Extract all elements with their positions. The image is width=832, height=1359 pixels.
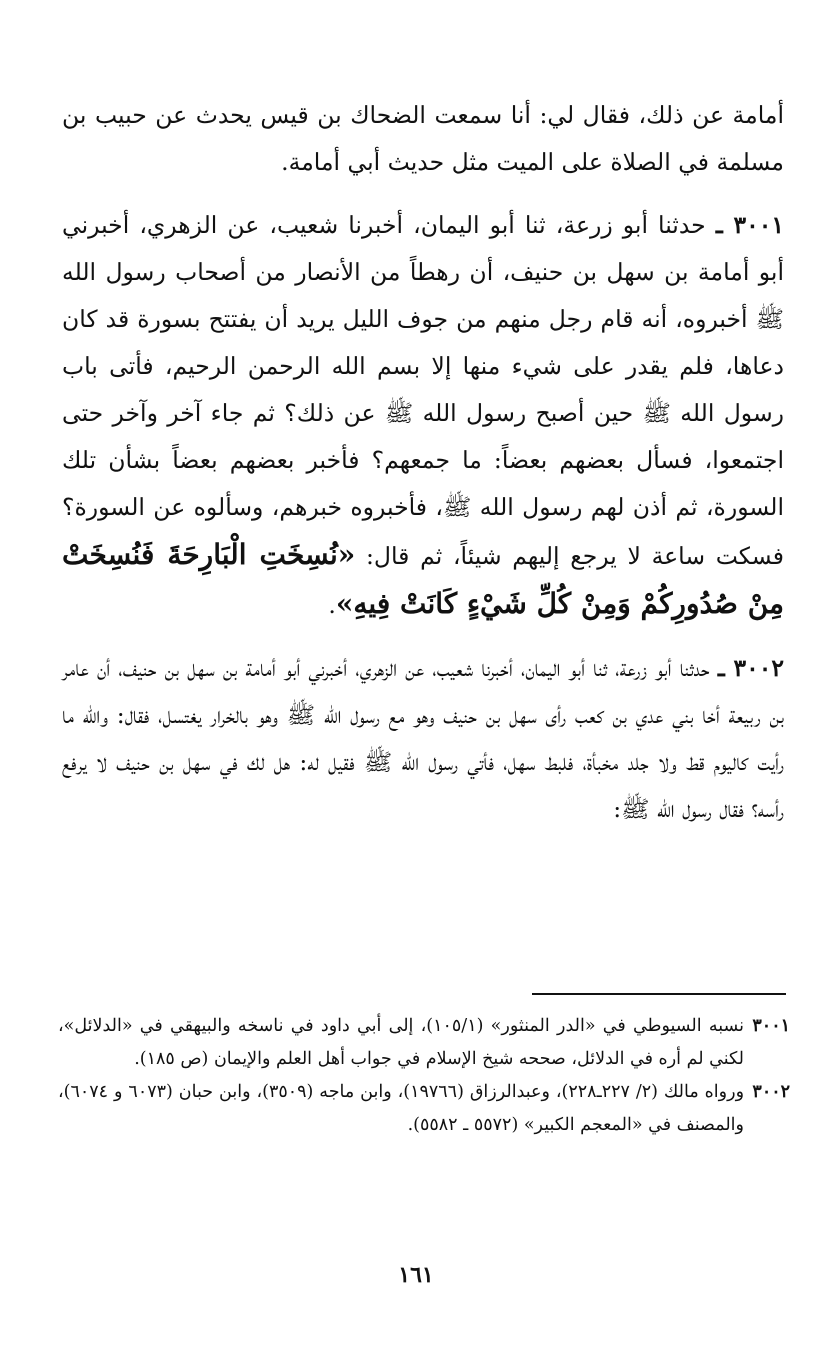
paragraph-text: أمامة عن ذلك، فقال لي: أنا سمعت الضحاك بن قيس يحدث عن حبيب بن مسلمة في الصلاة على الميت مثل حديث أبي أمامة. bbox=[62, 101, 784, 176]
hadith-text: حدثنا أبو زرعة، ثنا أبو اليمان، أخبرنا شعيب، عن الزهري، أخبرني أبو أمامة بن سهل بن حنيف، أن عامر بن ربيعة أخا بني عدي بن كعب رأى سهل بن حنيف وهو مع رسول الله ﷺ وهو بالخرار يغتسل، فقال: والله ما رأيت كاليوم قط ولا جلد مخبأة، فلبط سهل، فأتي رسول الله ﷺ فقيل له: هل لك في سهل بن حنيف لا يرفع رأسه؟ فقال رسول الله ﷺ: bbox=[62, 654, 785, 823]
footnote-3001 bbox=[58, 1010, 790, 1076]
footnote-3002 bbox=[58, 1076, 790, 1142]
hadith-number: ٣٠٠٢ ـ bbox=[717, 654, 784, 682]
footnote-text: نسبه السيوطي في «الدر المنثور» (١٠٥/١)، إلى أبي داود في ناسخه والبيهقي في «الدلائل»، لكني لم أره في الدلائل، صححه شيخ الإسلام في جواب أهل العلم والإيمان (ص ١٨٥). bbox=[58, 1016, 744, 1069]
main-text bbox=[62, 92, 784, 833]
footnotes bbox=[58, 1010, 790, 1142]
hadith-3002 bbox=[62, 645, 784, 833]
hadith-quote: «نُسِخَتِ الْبَارِحَةَ فَنُسِخَتْ مِنْ صُدُورِكُمْ وَمِنْ كُلِّ شَيْءٍ كَانَتْ فِيهِ» bbox=[62, 538, 784, 620]
paragraph-continuation bbox=[62, 92, 784, 186]
hadith-end-mark: . bbox=[328, 591, 336, 619]
footnote-text: ورواه مالك (٢/ ٢٢٧ـ٢٢٨)، وعبدالرزاق (١٩٧٦٦)، وابن ماجه (٣٥٠٩)، وابن حبان (٦٠٧٣ و ٦٠٧٤)، والمصنف في «المعجم الكبير» (٥٥٧٢ ـ ٥٥٨٢). bbox=[58, 1082, 745, 1135]
hadith-text: حدثنا أبو زرعة، ثنا أبو اليمان، أخبرنا شعيب، عن الزهري، أخبرني أبو أمامة بن سهل بن حنيف، أن رهطاً من الأنصار من أصحاب رسول الله ﷺ أخبروه، أنه قام رجل منهم من جوف الليل يريد أن يفتتح بسورة قد كان دعاها، فلم يقدر على شيء منها إلا بسم الله الرحمن الرحيم، فأتى باب رسول الله ﷺ حين أصبح رسول الله ﷺ عن ذلك؟ ثم جاء آخر وآخر حتى اجتمعوا، فسأل بعضهم بعضاً: ما جمعهم؟ فأخبر بعضهم بعضاً بشأن تلك السورة، ثم أذن لهم رسول الله ﷺ، فأخبروه خبرهم، وسألوه عن السورة؟ فسكت ساعة لا يرجع إليهم شيئاً، ثم قال: bbox=[62, 211, 784, 570]
footnote-number: ٣٠٠١ bbox=[752, 1016, 790, 1036]
footnote-divider bbox=[532, 993, 786, 995]
footnote-number: ٣٠٠٢ bbox=[752, 1082, 791, 1102]
hadith-number: ٣٠٠١ ـ bbox=[715, 211, 784, 239]
hadith-3001 bbox=[62, 202, 784, 629]
page-number: ١٦١ bbox=[398, 1262, 434, 1288]
